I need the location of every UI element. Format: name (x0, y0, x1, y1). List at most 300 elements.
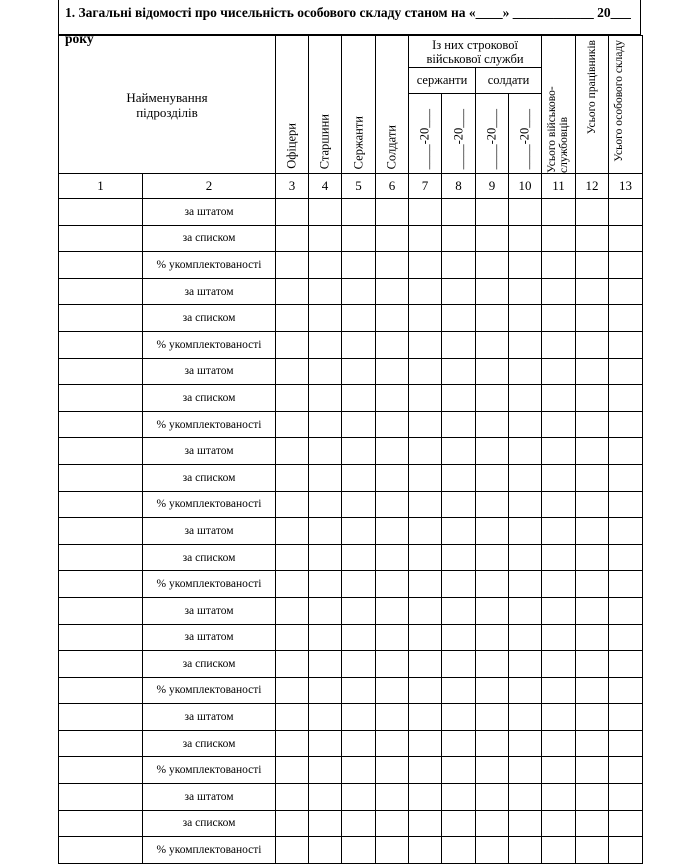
unit-name-cell[interactable] (59, 411, 143, 438)
value-cell[interactable] (276, 438, 309, 465)
value-cell[interactable] (609, 385, 643, 412)
unit-name-cell[interactable] (59, 837, 143, 864)
unit-name-cell[interactable] (59, 438, 143, 465)
unit-name-cell[interactable] (59, 810, 143, 837)
value-cell[interactable] (376, 837, 409, 864)
value-cell[interactable] (376, 464, 409, 491)
value-cell[interactable] (442, 677, 476, 704)
value-cell[interactable] (276, 784, 309, 811)
value-cell[interactable] (342, 438, 376, 465)
value-cell[interactable] (409, 597, 442, 624)
value-cell[interactable] (476, 225, 509, 252)
value-cell[interactable] (409, 757, 442, 784)
value-cell[interactable] (442, 278, 476, 305)
value-cell[interactable] (509, 438, 542, 465)
value-cell[interactable] (509, 385, 542, 412)
value-cell[interactable] (576, 597, 609, 624)
value-cell[interactable] (476, 305, 509, 332)
value-cell[interactable] (376, 358, 409, 385)
value-cell[interactable] (576, 331, 609, 358)
value-cell[interactable] (442, 757, 476, 784)
value-cell[interactable] (609, 784, 643, 811)
unit-name-cell[interactable] (59, 305, 143, 332)
value-cell[interactable] (376, 810, 409, 837)
value-cell[interactable] (409, 730, 442, 757)
value-cell[interactable] (309, 252, 342, 279)
value-cell[interactable] (542, 464, 576, 491)
value-cell[interactable] (576, 411, 609, 438)
value-cell[interactable] (409, 518, 442, 545)
value-cell[interactable] (342, 677, 376, 704)
value-cell[interactable] (476, 544, 509, 571)
value-cell[interactable] (509, 704, 542, 731)
value-cell[interactable] (442, 358, 476, 385)
value-cell[interactable] (509, 571, 542, 598)
value-cell[interactable] (542, 385, 576, 412)
value-cell[interactable] (442, 464, 476, 491)
value-cell[interactable] (342, 385, 376, 412)
value-cell[interactable] (376, 252, 409, 279)
value-cell[interactable] (609, 837, 643, 864)
value-cell[interactable] (442, 385, 476, 412)
unit-name-cell[interactable] (59, 651, 143, 678)
value-cell[interactable] (409, 278, 442, 305)
value-cell[interactable] (509, 358, 542, 385)
value-cell[interactable] (442, 252, 476, 279)
value-cell[interactable] (576, 278, 609, 305)
value-cell[interactable] (509, 784, 542, 811)
unit-name-cell[interactable] (59, 571, 143, 598)
value-cell[interactable] (342, 278, 376, 305)
value-cell[interactable] (442, 411, 476, 438)
value-cell[interactable] (309, 784, 342, 811)
value-cell[interactable] (409, 385, 442, 412)
value-cell[interactable] (309, 358, 342, 385)
value-cell[interactable] (542, 784, 576, 811)
value-cell[interactable] (342, 491, 376, 518)
value-cell[interactable] (309, 571, 342, 598)
value-cell[interactable] (309, 278, 342, 305)
value-cell[interactable] (542, 544, 576, 571)
value-cell[interactable] (542, 225, 576, 252)
value-cell[interactable] (309, 757, 342, 784)
value-cell[interactable] (609, 810, 643, 837)
value-cell[interactable] (476, 278, 509, 305)
value-cell[interactable] (576, 225, 609, 252)
value-cell[interactable] (342, 571, 376, 598)
value-cell[interactable] (509, 411, 542, 438)
value-cell[interactable] (542, 518, 576, 545)
value-cell[interactable] (476, 837, 509, 864)
value-cell[interactable] (309, 438, 342, 465)
value-cell[interactable] (576, 544, 609, 571)
value-cell[interactable] (509, 518, 542, 545)
value-cell[interactable] (542, 411, 576, 438)
value-cell[interactable] (376, 544, 409, 571)
unit-name-cell[interactable] (59, 278, 143, 305)
value-cell[interactable] (342, 624, 376, 651)
value-cell[interactable] (509, 730, 542, 757)
value-cell[interactable] (542, 331, 576, 358)
value-cell[interactable] (509, 278, 542, 305)
value-cell[interactable] (276, 651, 309, 678)
value-cell[interactable] (276, 385, 309, 412)
value-cell[interactable] (409, 331, 442, 358)
value-cell[interactable] (376, 225, 409, 252)
value-cell[interactable] (442, 624, 476, 651)
value-cell[interactable] (509, 624, 542, 651)
value-cell[interactable] (509, 757, 542, 784)
value-cell[interactable] (609, 730, 643, 757)
value-cell[interactable] (442, 544, 476, 571)
value-cell[interactable] (309, 464, 342, 491)
value-cell[interactable] (276, 305, 309, 332)
value-cell[interactable] (276, 544, 309, 571)
unit-name-cell[interactable] (59, 624, 143, 651)
value-cell[interactable] (576, 518, 609, 545)
value-cell[interactable] (476, 624, 509, 651)
value-cell[interactable] (409, 225, 442, 252)
value-cell[interactable] (342, 757, 376, 784)
value-cell[interactable] (576, 305, 609, 332)
value-cell[interactable] (342, 305, 376, 332)
value-cell[interactable] (409, 677, 442, 704)
value-cell[interactable] (509, 464, 542, 491)
value-cell[interactable] (476, 411, 509, 438)
value-cell[interactable] (509, 225, 542, 252)
value-cell[interactable] (476, 331, 509, 358)
value-cell[interactable] (509, 597, 542, 624)
value-cell[interactable] (476, 491, 509, 518)
value-cell[interactable] (442, 597, 476, 624)
unit-name-cell[interactable] (59, 784, 143, 811)
value-cell[interactable] (276, 677, 309, 704)
value-cell[interactable] (609, 358, 643, 385)
value-cell[interactable] (609, 411, 643, 438)
value-cell[interactable] (309, 199, 342, 226)
value-cell[interactable] (476, 571, 509, 598)
value-cell[interactable] (342, 730, 376, 757)
value-cell[interactable] (576, 385, 609, 412)
value-cell[interactable] (542, 278, 576, 305)
value-cell[interactable] (476, 199, 509, 226)
value-cell[interactable] (409, 438, 442, 465)
value-cell[interactable] (476, 651, 509, 678)
unit-name-cell[interactable] (59, 677, 143, 704)
value-cell[interactable] (309, 331, 342, 358)
value-cell[interactable] (276, 199, 309, 226)
unit-name-cell[interactable] (59, 491, 143, 518)
value-cell[interactable] (542, 438, 576, 465)
value-cell[interactable] (576, 571, 609, 598)
value-cell[interactable] (442, 225, 476, 252)
value-cell[interactable] (342, 651, 376, 678)
value-cell[interactable] (542, 571, 576, 598)
value-cell[interactable] (609, 518, 643, 545)
value-cell[interactable] (309, 411, 342, 438)
value-cell[interactable] (609, 225, 643, 252)
value-cell[interactable] (542, 624, 576, 651)
value-cell[interactable] (376, 411, 409, 438)
value-cell[interactable] (409, 571, 442, 598)
value-cell[interactable] (276, 491, 309, 518)
unit-name-cell[interactable] (59, 544, 143, 571)
value-cell[interactable] (376, 784, 409, 811)
value-cell[interactable] (409, 651, 442, 678)
value-cell[interactable] (376, 597, 409, 624)
unit-name-cell[interactable] (59, 252, 143, 279)
value-cell[interactable] (276, 597, 309, 624)
value-cell[interactable] (342, 837, 376, 864)
value-cell[interactable] (609, 544, 643, 571)
value-cell[interactable] (476, 730, 509, 757)
value-cell[interactable] (409, 784, 442, 811)
value-cell[interactable] (276, 518, 309, 545)
value-cell[interactable] (542, 597, 576, 624)
value-cell[interactable] (309, 677, 342, 704)
unit-name-cell[interactable] (59, 199, 143, 226)
value-cell[interactable] (609, 624, 643, 651)
value-cell[interactable] (376, 730, 409, 757)
value-cell[interactable] (309, 651, 342, 678)
value-cell[interactable] (376, 624, 409, 651)
value-cell[interactable] (509, 651, 542, 678)
value-cell[interactable] (442, 571, 476, 598)
value-cell[interactable] (576, 651, 609, 678)
value-cell[interactable] (609, 651, 643, 678)
unit-name-cell[interactable] (59, 518, 143, 545)
unit-name-cell[interactable] (59, 597, 143, 624)
value-cell[interactable] (576, 358, 609, 385)
value-cell[interactable] (309, 491, 342, 518)
value-cell[interactable] (309, 305, 342, 332)
value-cell[interactable] (442, 651, 476, 678)
value-cell[interactable] (442, 438, 476, 465)
value-cell[interactable] (609, 278, 643, 305)
value-cell[interactable] (609, 438, 643, 465)
value-cell[interactable] (476, 677, 509, 704)
value-cell[interactable] (342, 597, 376, 624)
value-cell[interactable] (309, 810, 342, 837)
value-cell[interactable] (309, 704, 342, 731)
value-cell[interactable] (542, 810, 576, 837)
unit-name-cell[interactable] (59, 757, 143, 784)
value-cell[interactable] (376, 651, 409, 678)
value-cell[interactable] (609, 757, 643, 784)
value-cell[interactable] (476, 464, 509, 491)
value-cell[interactable] (576, 757, 609, 784)
value-cell[interactable] (542, 651, 576, 678)
value-cell[interactable] (442, 810, 476, 837)
value-cell[interactable] (442, 837, 476, 864)
value-cell[interactable] (309, 225, 342, 252)
value-cell[interactable] (576, 677, 609, 704)
value-cell[interactable] (609, 597, 643, 624)
value-cell[interactable] (542, 730, 576, 757)
value-cell[interactable] (309, 385, 342, 412)
value-cell[interactable] (542, 677, 576, 704)
value-cell[interactable] (609, 199, 643, 226)
value-cell[interactable] (342, 358, 376, 385)
value-cell[interactable] (476, 810, 509, 837)
value-cell[interactable] (476, 438, 509, 465)
value-cell[interactable] (376, 677, 409, 704)
value-cell[interactable] (276, 730, 309, 757)
value-cell[interactable] (609, 704, 643, 731)
value-cell[interactable] (576, 199, 609, 226)
value-cell[interactable] (342, 225, 376, 252)
value-cell[interactable] (509, 677, 542, 704)
value-cell[interactable] (409, 358, 442, 385)
value-cell[interactable] (376, 704, 409, 731)
value-cell[interactable] (409, 464, 442, 491)
value-cell[interactable] (276, 571, 309, 598)
value-cell[interactable] (542, 358, 576, 385)
value-cell[interactable] (476, 252, 509, 279)
value-cell[interactable] (376, 491, 409, 518)
value-cell[interactable] (576, 624, 609, 651)
value-cell[interactable] (409, 544, 442, 571)
value-cell[interactable] (476, 757, 509, 784)
value-cell[interactable] (409, 704, 442, 731)
value-cell[interactable] (609, 252, 643, 279)
value-cell[interactable] (576, 730, 609, 757)
value-cell[interactable] (376, 438, 409, 465)
value-cell[interactable] (509, 810, 542, 837)
value-cell[interactable] (309, 518, 342, 545)
value-cell[interactable] (376, 571, 409, 598)
value-cell[interactable] (476, 597, 509, 624)
value-cell[interactable] (542, 252, 576, 279)
value-cell[interactable] (342, 252, 376, 279)
value-cell[interactable] (409, 837, 442, 864)
value-cell[interactable] (576, 837, 609, 864)
value-cell[interactable] (409, 624, 442, 651)
value-cell[interactable] (276, 411, 309, 438)
value-cell[interactable] (376, 757, 409, 784)
value-cell[interactable] (276, 810, 309, 837)
value-cell[interactable] (509, 837, 542, 864)
value-cell[interactable] (509, 544, 542, 571)
unit-name-cell[interactable] (59, 385, 143, 412)
unit-name-cell[interactable] (59, 225, 143, 252)
value-cell[interactable] (576, 810, 609, 837)
value-cell[interactable] (342, 464, 376, 491)
value-cell[interactable] (442, 199, 476, 226)
value-cell[interactable] (409, 305, 442, 332)
value-cell[interactable] (609, 677, 643, 704)
value-cell[interactable] (276, 252, 309, 279)
value-cell[interactable] (576, 464, 609, 491)
value-cell[interactable] (409, 252, 442, 279)
value-cell[interactable] (476, 385, 509, 412)
value-cell[interactable] (276, 225, 309, 252)
value-cell[interactable] (276, 358, 309, 385)
unit-name-cell[interactable] (59, 704, 143, 731)
value-cell[interactable] (376, 518, 409, 545)
value-cell[interactable] (309, 837, 342, 864)
value-cell[interactable] (509, 199, 542, 226)
value-cell[interactable] (309, 624, 342, 651)
value-cell[interactable] (409, 810, 442, 837)
value-cell[interactable] (409, 199, 442, 226)
value-cell[interactable] (509, 491, 542, 518)
value-cell[interactable] (276, 331, 309, 358)
value-cell[interactable] (476, 358, 509, 385)
value-cell[interactable] (342, 411, 376, 438)
value-cell[interactable] (509, 305, 542, 332)
value-cell[interactable] (442, 730, 476, 757)
value-cell[interactable] (576, 252, 609, 279)
value-cell[interactable] (576, 491, 609, 518)
value-cell[interactable] (442, 784, 476, 811)
value-cell[interactable] (376, 278, 409, 305)
value-cell[interactable] (376, 331, 409, 358)
value-cell[interactable] (276, 704, 309, 731)
value-cell[interactable] (276, 837, 309, 864)
value-cell[interactable] (509, 331, 542, 358)
value-cell[interactable] (609, 571, 643, 598)
value-cell[interactable] (442, 518, 476, 545)
value-cell[interactable] (542, 491, 576, 518)
value-cell[interactable] (409, 411, 442, 438)
value-cell[interactable] (376, 199, 409, 226)
value-cell[interactable] (376, 305, 409, 332)
value-cell[interactable] (309, 544, 342, 571)
value-cell[interactable] (609, 305, 643, 332)
value-cell[interactable] (276, 278, 309, 305)
unit-name-cell[interactable] (59, 358, 143, 385)
value-cell[interactable] (509, 252, 542, 279)
value-cell[interactable] (542, 757, 576, 784)
value-cell[interactable] (609, 491, 643, 518)
value-cell[interactable] (442, 704, 476, 731)
value-cell[interactable] (609, 464, 643, 491)
value-cell[interactable] (276, 464, 309, 491)
value-cell[interactable] (342, 784, 376, 811)
value-cell[interactable] (542, 199, 576, 226)
value-cell[interactable] (342, 199, 376, 226)
value-cell[interactable] (276, 757, 309, 784)
value-cell[interactable] (342, 331, 376, 358)
value-cell[interactable] (309, 730, 342, 757)
value-cell[interactable] (609, 331, 643, 358)
value-cell[interactable] (476, 784, 509, 811)
value-cell[interactable] (542, 305, 576, 332)
value-cell[interactable] (576, 704, 609, 731)
value-cell[interactable] (342, 810, 376, 837)
value-cell[interactable] (342, 704, 376, 731)
value-cell[interactable] (309, 597, 342, 624)
value-cell[interactable] (442, 305, 476, 332)
value-cell[interactable] (476, 704, 509, 731)
value-cell[interactable] (276, 624, 309, 651)
value-cell[interactable] (409, 491, 442, 518)
value-cell[interactable] (376, 385, 409, 412)
value-cell[interactable] (342, 518, 376, 545)
value-cell[interactable] (542, 837, 576, 864)
unit-name-cell[interactable] (59, 331, 143, 358)
value-cell[interactable] (576, 438, 609, 465)
value-cell[interactable] (542, 704, 576, 731)
value-cell[interactable] (342, 544, 376, 571)
value-cell[interactable] (442, 491, 476, 518)
value-cell[interactable] (576, 784, 609, 811)
unit-name-cell[interactable] (59, 464, 143, 491)
unit-name-cell[interactable] (59, 730, 143, 757)
value-cell[interactable] (442, 331, 476, 358)
value-cell[interactable] (476, 518, 509, 545)
